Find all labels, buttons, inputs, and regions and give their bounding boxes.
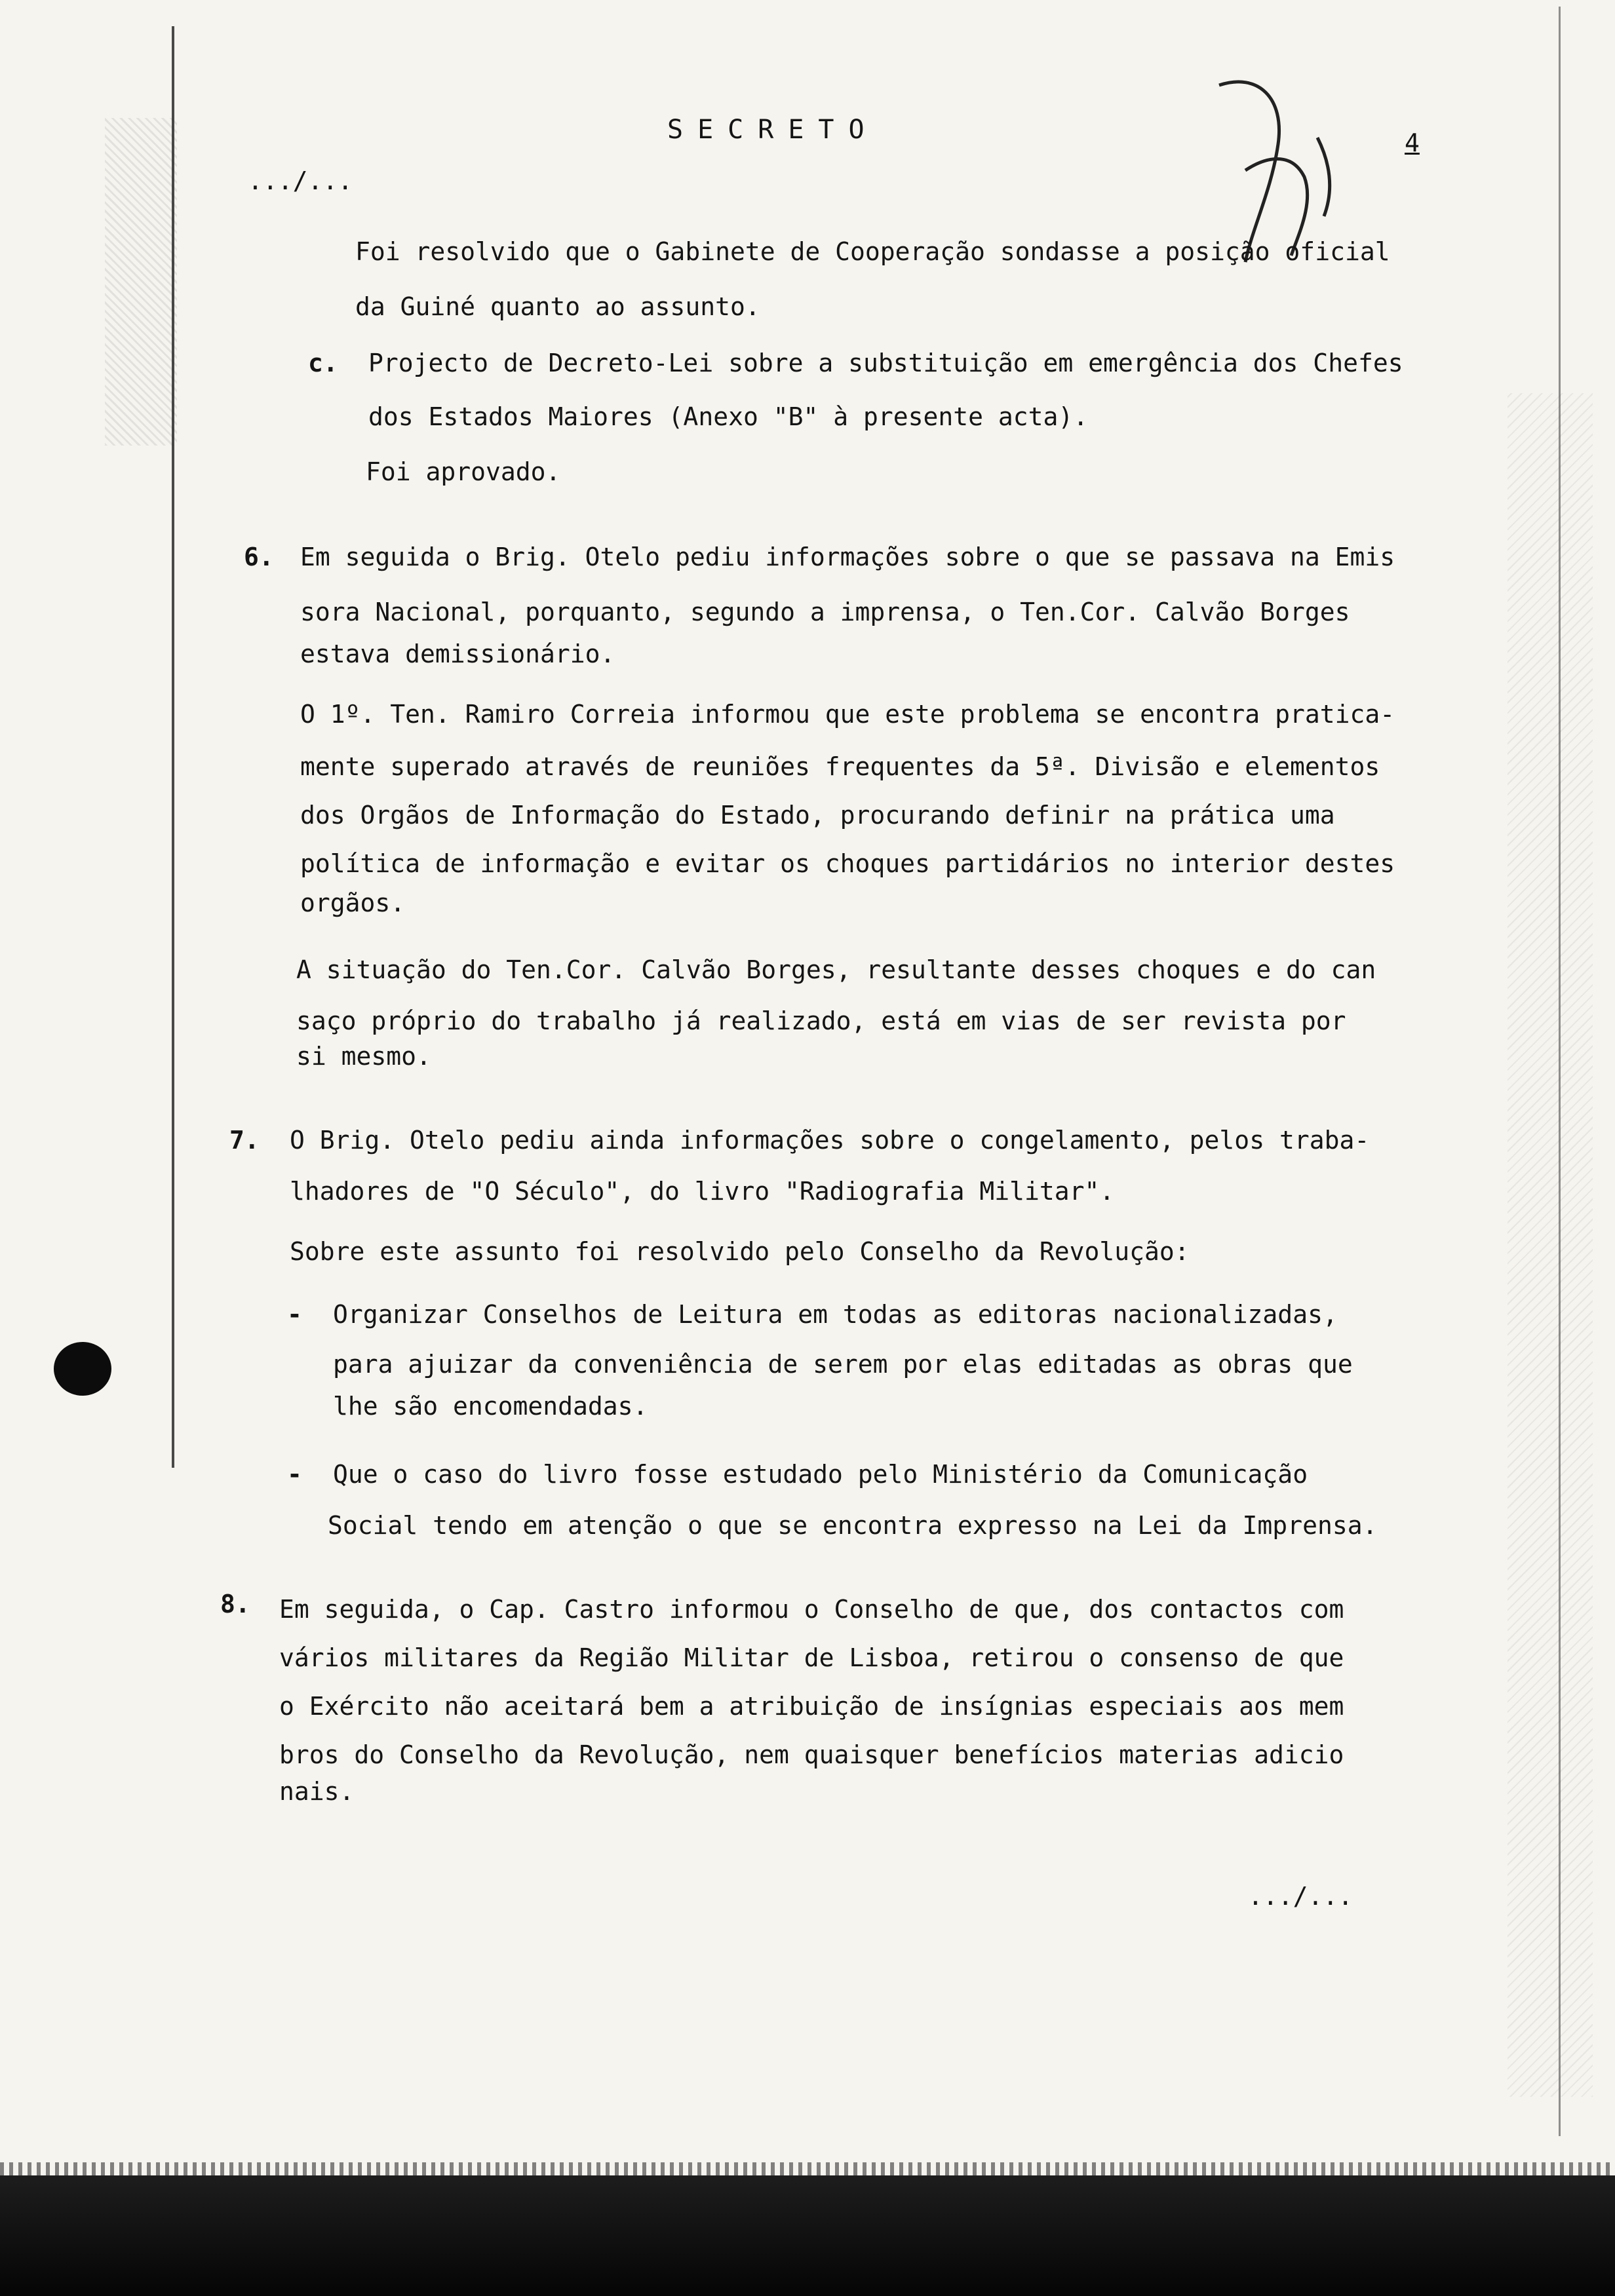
paragraph-line: mente superado através de reuniões frequentes da 5ª. Divisão e elementos [300,752,1380,781]
continuation-marker-bottom: .../... [1248,1882,1353,1911]
paragraph-line: saço próprio do trabalho já realizado, está em vias de ser revista por [296,1006,1346,1035]
scan-bottom-border [0,2175,1615,2296]
paragraph-line: Projecto de Decreto-Lei sobre a substituição em emergência dos Chefes [368,349,1403,377]
bullet-dash: - [287,1300,302,1329]
paragraph-line: si mesmo. [296,1042,431,1071]
paragraph-line: Sobre este assunto foi resolvido pelo Conselho da Revolução: [290,1237,1190,1266]
paragraph-line: Organizar Conselhos de Leitura em todas as editoras nacionalizadas, [333,1300,1338,1329]
classification-heading: SECRETO [667,115,879,145]
paragraph-line: O 1º. Ten. Ramiro Correia informou que este problema se encontra pratica- [300,700,1395,729]
paragraph-line: Social tendo em atenção o que se encontra expresso na Lei da Imprensa. [328,1511,1378,1540]
paragraph-line: para ajuizar da conveniência de serem por elas editadas as obras que [333,1350,1353,1379]
punch-hole [54,1342,111,1396]
scan-noise-left [105,118,177,446]
left-margin-line [172,26,174,1468]
paragraph-line: bros do Conselho da Revolução, nem quaisquer benefícios materias adicio [279,1740,1344,1769]
right-margin-line [1559,7,1561,2136]
scan-noise-right [1508,393,1593,2097]
paragraph-line: Em seguida o Brig. Otelo pediu informações sobre o que se passava na Emis [300,543,1395,571]
paragraph-line: sora Nacional, porquanto, segundo a imprensa, o Ten.Cor. Calvão Borges [300,598,1350,626]
paragraph-line: dos Orgãos de Informação do Estado, procurando definir na prática uma [300,801,1335,830]
paragraph-line: O Brig. Otelo pediu ainda informações sobre o congelamento, pelos traba- [290,1126,1370,1155]
paragraph-line: lhe são encomendadas. [333,1392,648,1421]
paragraph-line: orgãos. [300,889,406,917]
bullet-dash: - [287,1460,302,1489]
paragraph-line: da Guiné quanto ao assunto. [355,292,760,321]
paragraph-line: estava demissionário. [300,640,615,668]
item-number: 8. [220,1590,250,1618]
paragraph-line: Foi resolvido que o Gabinete de Cooperação sondasse a posição oficial [355,237,1390,266]
paragraph-line: vários militares da Região Militar de Lisboa, retirou o consenso de que [279,1643,1344,1672]
paragraph-line: dos Estados Maiores (Anexo "B" à presente acta). [368,402,1089,431]
paragraph-line: Em seguida, o Cap. Castro informou o Conselho de que, dos contactos com [279,1595,1344,1624]
item-number: 7. [229,1126,260,1155]
page-number: 4 [1405,128,1420,157]
item-label: c. [308,349,338,377]
paragraph-line: o Exército não aceitará bem a atribuição de insígnias especiais aos mem [279,1692,1344,1721]
paragraph-line: A situação do Ten.Cor. Calvão Borges, resultante desses choques e do can [296,955,1376,984]
item-number: 6. [244,543,274,571]
paragraph-line: nais. [279,1777,355,1806]
paragraph-line: lhadores de "O Século", do livro "Radiografia Militar". [290,1177,1115,1206]
scan-edge-noise [0,2162,1615,2175]
paragraph-line: Foi aprovado. [366,457,561,486]
continuation-marker-top: .../... [248,166,353,195]
paragraph-line: Que o caso do livro fosse estudado pelo Ministério da Comunicação [333,1460,1308,1489]
paragraph-line: política de informação e evitar os choques partidários no interior destes [300,849,1395,878]
